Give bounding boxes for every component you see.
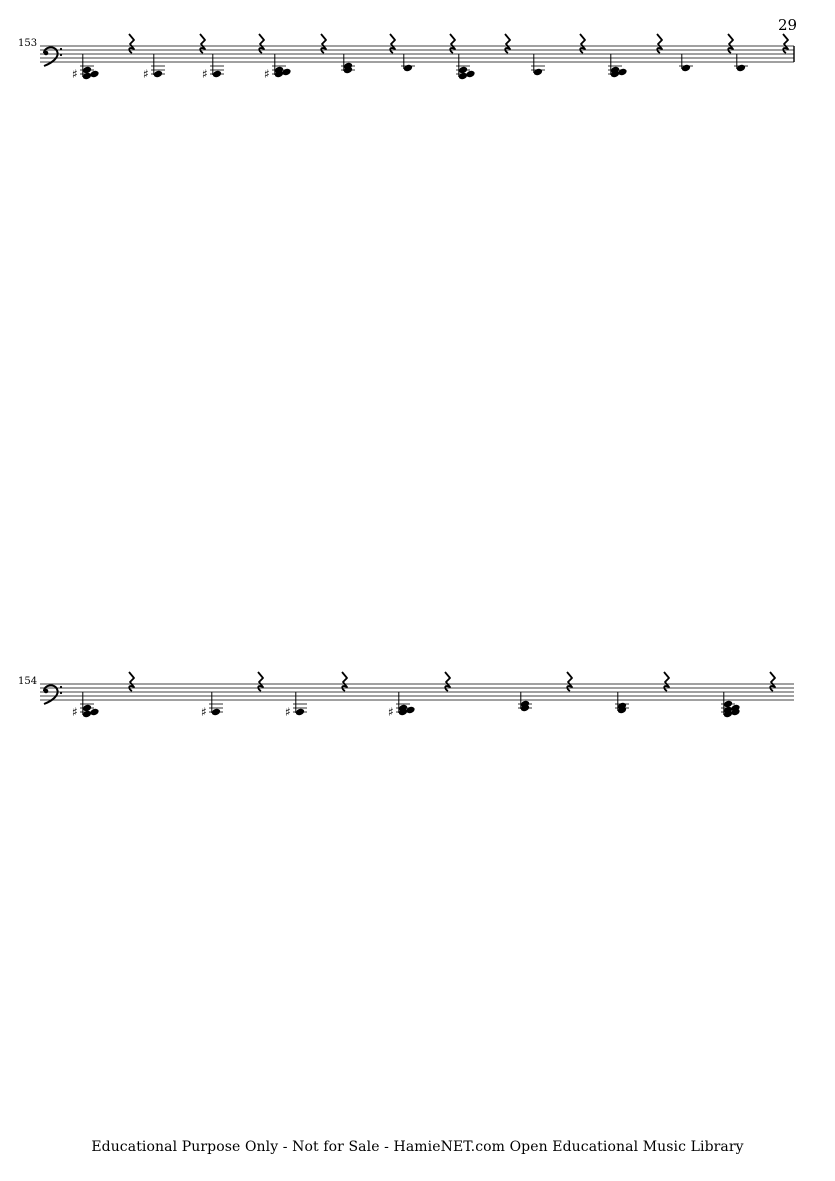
note-head: [458, 66, 468, 75]
chord-event: [143, 34, 205, 81]
chord-event: [72, 34, 134, 81]
chord-event: [608, 34, 662, 78]
chord-event: [531, 34, 585, 76]
chord-event: [201, 672, 263, 719]
chord-event: [679, 34, 733, 72]
note-head: [736, 64, 746, 73]
sharp-icon: ♯: [72, 705, 78, 719]
bass-clef-dot: [60, 686, 62, 688]
bass-clef-dot: [44, 51, 49, 56]
sharp-icon: ♯: [72, 67, 78, 81]
sharp-icon: ♯: [388, 705, 394, 719]
sharp-icon: ♯: [202, 67, 208, 81]
note-head: [153, 70, 163, 79]
measure-number: 154: [18, 676, 38, 687]
chord-event: [721, 672, 775, 718]
chord-event: [734, 34, 788, 72]
chord-event: [388, 672, 450, 719]
note-head: [212, 70, 222, 79]
chord-event: [401, 34, 455, 72]
note-head: [681, 64, 691, 73]
chord-event: [72, 672, 134, 719]
sharp-icon: ♯: [201, 705, 207, 719]
bass-clef-dot: [44, 689, 49, 694]
note-head: [533, 68, 543, 77]
bass-clef-dot: [60, 692, 62, 694]
page-number: 29: [778, 16, 798, 34]
footer-copyright: Educational Purpose Only - Not for Sale - HamieNET.com Open Educational Music Library: [91, 1139, 744, 1155]
note-head: [82, 704, 92, 713]
note-head: [465, 70, 475, 79]
note-head: [403, 64, 413, 73]
note-head: [211, 708, 221, 717]
sharp-icon: ♯: [143, 67, 149, 81]
note-head: [295, 708, 305, 717]
chord-event: [456, 34, 510, 80]
note-head: [89, 708, 99, 717]
note-head: [89, 70, 99, 79]
note-head: [723, 700, 733, 709]
bass-clef-dot: [60, 48, 62, 50]
note-head: [82, 66, 92, 75]
staff-system: [40, 34, 794, 81]
sharp-icon: ♯: [285, 705, 291, 719]
chord-event: [615, 672, 669, 714]
measure-number: 153: [18, 38, 38, 49]
chord-event: [264, 34, 326, 81]
chord-event: [202, 34, 264, 81]
sharp-icon: ♯: [264, 67, 270, 81]
chord-event: [285, 672, 347, 719]
bass-clef-dot: [60, 54, 62, 56]
staff-system: [40, 672, 794, 719]
